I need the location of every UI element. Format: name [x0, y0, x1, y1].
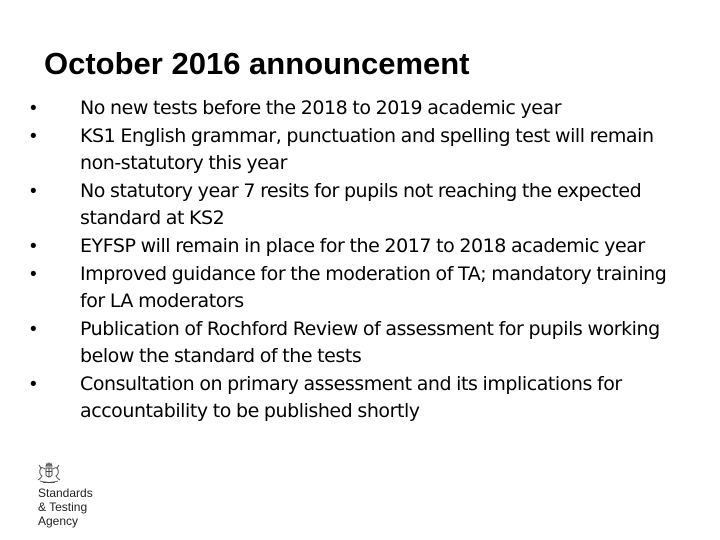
bullet-text: No statutory year 7 resits for pupils not reaching the expected standard at KS2 [80, 180, 642, 229]
bullet-item [30, 123, 690, 177]
bullet-marker: • [30, 319, 37, 340]
bullet-marker: • [30, 374, 37, 395]
bullet-item [30, 261, 690, 315]
bullet-marker: • [30, 181, 37, 202]
bullet-text: Improved guidance for the moderation of TA; mandatory training for LA moderators [80, 263, 667, 312]
bullet-item [30, 316, 690, 370]
agency-name-line: Standards [38, 486, 93, 500]
sta-logo [34, 460, 144, 535]
bullet-text: KS1 English grammar, punctuation and spelling test will remain non-statutory this year [80, 125, 654, 174]
bullet-item [30, 371, 690, 425]
bullet-item [30, 95, 690, 122]
bullet-marker: • [30, 264, 37, 285]
bullet-marker: • [30, 126, 37, 147]
bullet-text: Publication of Rochford Review of assessment for pupils working below the standard of the tests [80, 318, 660, 367]
bullet-text: EYFSP will remain in place for the 2017 to 2018 academic year [80, 235, 645, 257]
bullet-text: No new tests before the 2018 to 2019 academic year [80, 97, 562, 119]
bullet-list [30, 95, 690, 426]
royal-coat-of-arms-icon [34, 460, 64, 486]
bullet-text: Consultation on primary assessment and its implications for accountability to be published shortly [80, 373, 622, 422]
bullet-marker: • [30, 236, 37, 257]
bullet-item [30, 233, 690, 260]
agency-name-line: Agency [38, 514, 79, 528]
agency-name-line: & Testing [38, 500, 88, 514]
bullet-item [30, 178, 690, 232]
slide-title: October 2016 announcement [44, 46, 470, 81]
bullet-marker: • [30, 98, 37, 119]
